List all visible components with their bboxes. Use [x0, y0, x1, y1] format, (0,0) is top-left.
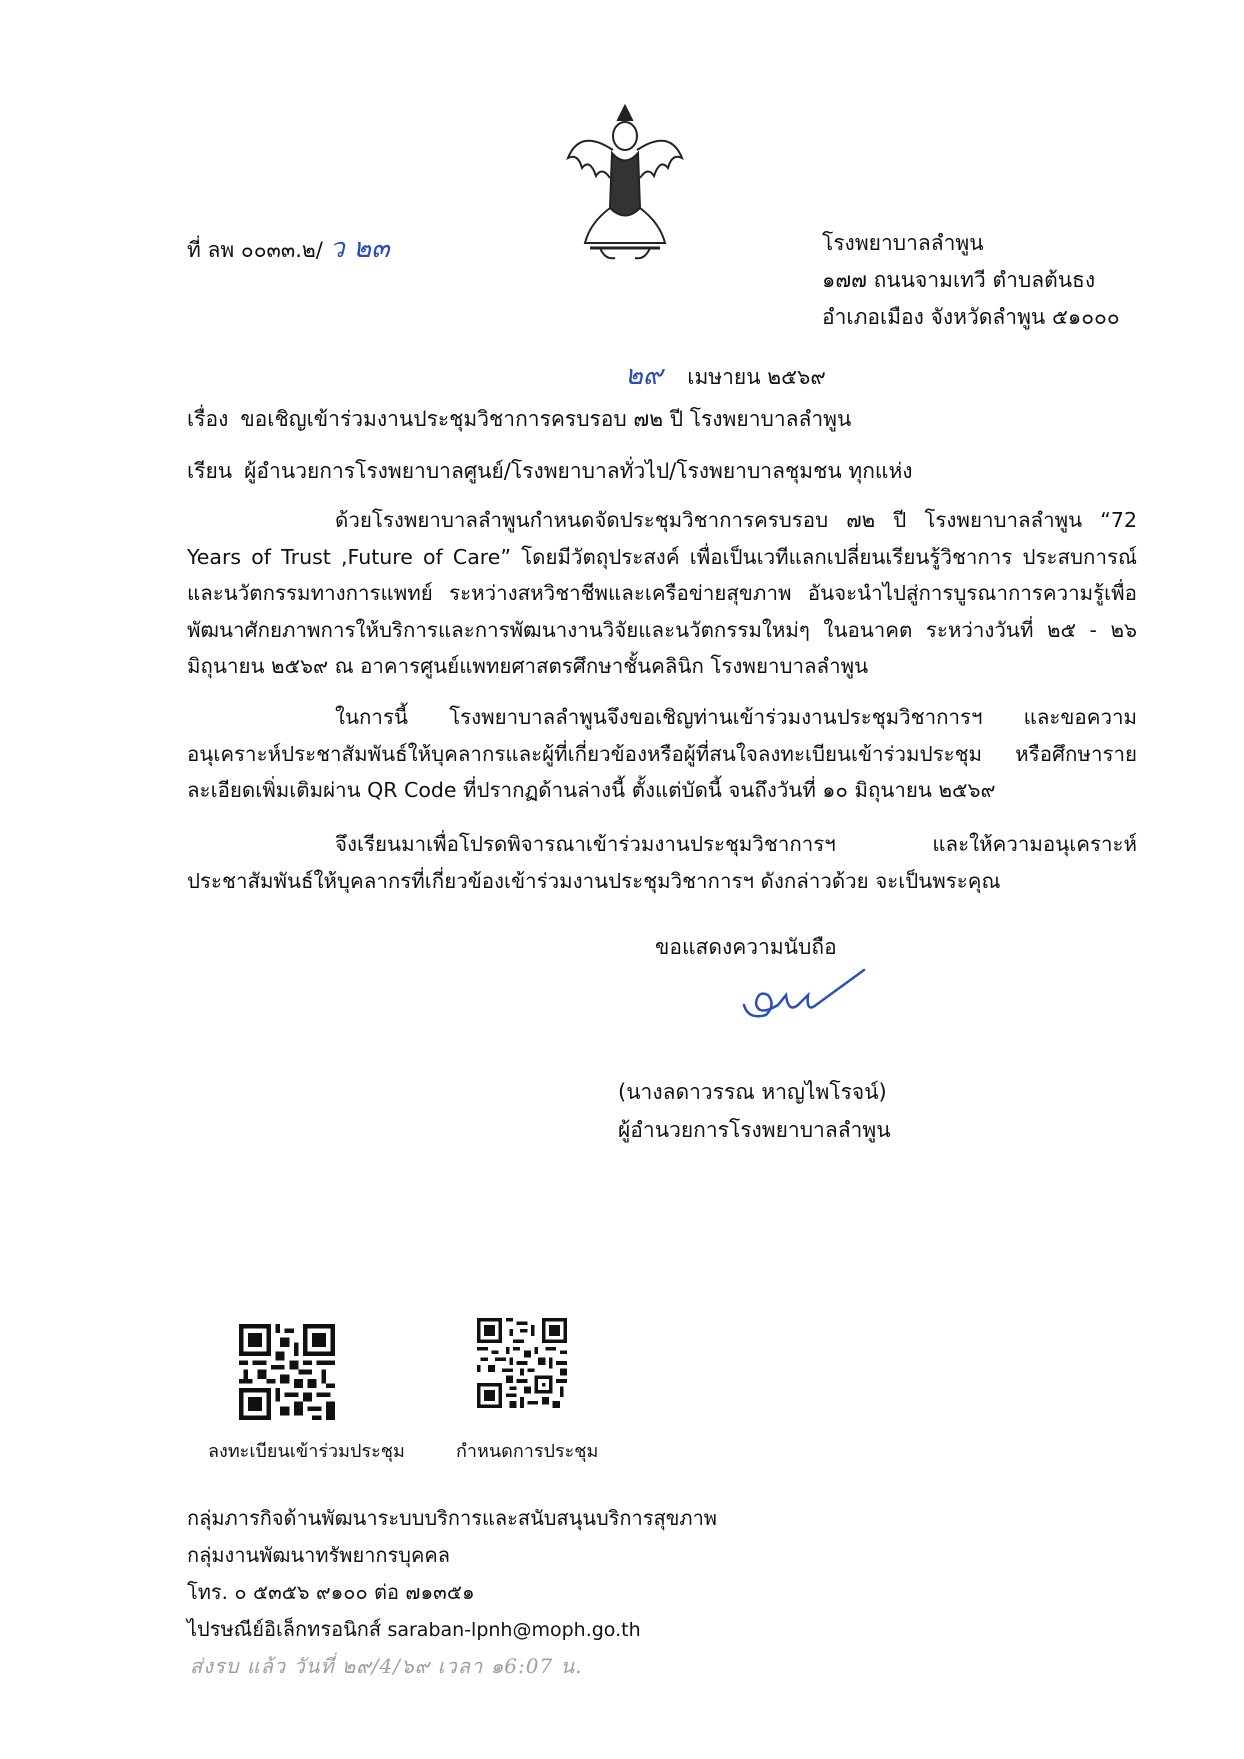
footer-email-label: ไปรษณีย์อิเล็กทรอนิกส์: [187, 1617, 382, 1641]
garuda-emblem: [560, 98, 690, 268]
subject-label: เรื่อง: [187, 407, 229, 431]
signer-title: ผู้อำนวยการโรงพยาบาลลำพูน: [618, 1118, 891, 1142]
date-handwritten-day: ๒๙: [625, 360, 663, 391]
registration-qr-code-icon[interactable]: [239, 1324, 335, 1420]
recipient-text: ผู้อำนวยการโรงพยาบาลศูนย์/โรงพยาบาลทั่วไป/โรงพยาบาลชุมชน ทุกแห่ง: [244, 459, 913, 483]
sender-city: อำเภอเมือง จังหวัดลำพูน ๕๑๐๐๐: [822, 305, 1120, 329]
reference-number: [187, 226, 390, 269]
signature: [736, 965, 866, 1035]
registration-qr-caption: ลงทะเบียนเข้าร่วมประชุม: [208, 1441, 405, 1462]
recipient-label: เรียน: [187, 459, 233, 483]
letter-date: [625, 353, 826, 396]
date-month-year: เมษายน ๒๕๖๙: [687, 365, 826, 389]
closing-salutation: ขอแสดงความนับถือ: [655, 935, 837, 959]
subject-text: ขอเชิญเข้าร่วมงานประชุมวิชาการครบรอบ ๗๒ ปี โรงพยาบาลลำพูน: [240, 407, 852, 431]
footer-section: กลุ่มงานพัฒนาทรัพยากรบุคคล: [187, 1543, 450, 1567]
sender-street: ๑๗๗ ถนนจามเทวี ตำบลต้นธง: [822, 268, 1096, 292]
footer-department: กลุ่มภารกิจด้านพัฒนาระบบบริการและสนับสนุนบริการสุขภาพ: [187, 1506, 717, 1530]
sender-name: โรงพยาบาลลำพูน: [822, 231, 984, 255]
handwritten-receipt-note: ส่งรบ แล้ว วันที่ ๒๙/4/๖๙ เวลา ๑6:07 น.: [190, 1654, 583, 1678]
reference-label: ที่ ลพ ๐๐๓๓.๒/: [187, 238, 323, 262]
subject-line: [187, 403, 851, 436]
body-paragraph-2: ในการนี้ โรงพยาบาลลำพูนจึงขอเชิญท่านเข้าร่วมงานประชุมวิชาการฯ และขอความอนุเคราะห์ประชาสัมพันธ์ให้บุคลากรและผู้ที่เกี่ยวข้องหรือผู้ที่สนใจลงทะเบียนเข้าร่วมประชุม หรือศึกษารายละเอียดเพิ่มเติมผ่าน QR Code ที่ปรากฏด้านล่างนี้ ตั้งแต่บัดนี้ จนถึงวันที่ ๑๐ มิถุนายน ๒๕๖๙: [187, 705, 1137, 802]
recipient-line: [187, 455, 913, 488]
body-paragraph-1: ด้วยโรงพยาบาลลำพูนกำหนดจัดประชุมวิชาการครบรอบ ๗๒ ปี โรงพยาบาลลำพูน “72 Years of Trust ,Future of Care” โดยมีวัตถุประสงค์ เพื่อเป็นเวทีแลกเปลี่ยนเรียนรู้วิชาการ ประสบการณ์และนวัตกรรมทางการแพทย์ ระหว่างสหวิชาชีพและเครือข่ายสุขภาพ อันจะนำไปสู่การบูรณาการความรู้เพื่อพัฒนาศักยภาพการให้บริการและการพัฒนางานวิจัยและนวัตกรรมใหม่ๆ ในอนาคต ระหว่างวันที่ ๒๕ - ๒๖ มิถุนายน ๒๕๖๙ ณ อาคารศูนย์แพทยศาสตรศึกษาชั้นคลินิก โรงพยาบาลลำพูน: [187, 508, 1137, 678]
body-paragraph-3: จึงเรียนมาเพื่อโปรดพิจารณาเข้าร่วมงานประชุมวิชาการฯ และให้ความอนุเคราะห์ประชาสัมพันธ์ให้บุคลากรที่เกี่ยวข้องเข้าร่วมงานประชุมวิชาการฯ ดังกล่าวด้วย จะเป็นพระคุณ: [187, 832, 1137, 893]
reference-handwritten: ว ๒๓: [329, 233, 390, 264]
signer-name: (นางลดาวรรณ หาญไพโรจน์): [618, 1080, 887, 1104]
schedule-qr-caption: กำหนดการประชุม: [456, 1441, 599, 1462]
footer-phone: โทร. ๐ ๕๓๕๖ ๙๑๐๐ ต่อ ๗๑๓๕๑: [187, 1580, 475, 1604]
footer-email-line: [187, 1613, 641, 1645]
schedule-qr-code-icon[interactable]: [477, 1318, 567, 1408]
footer-email-link[interactable]: saraban-lpnh@moph.go.th: [387, 1619, 641, 1641]
